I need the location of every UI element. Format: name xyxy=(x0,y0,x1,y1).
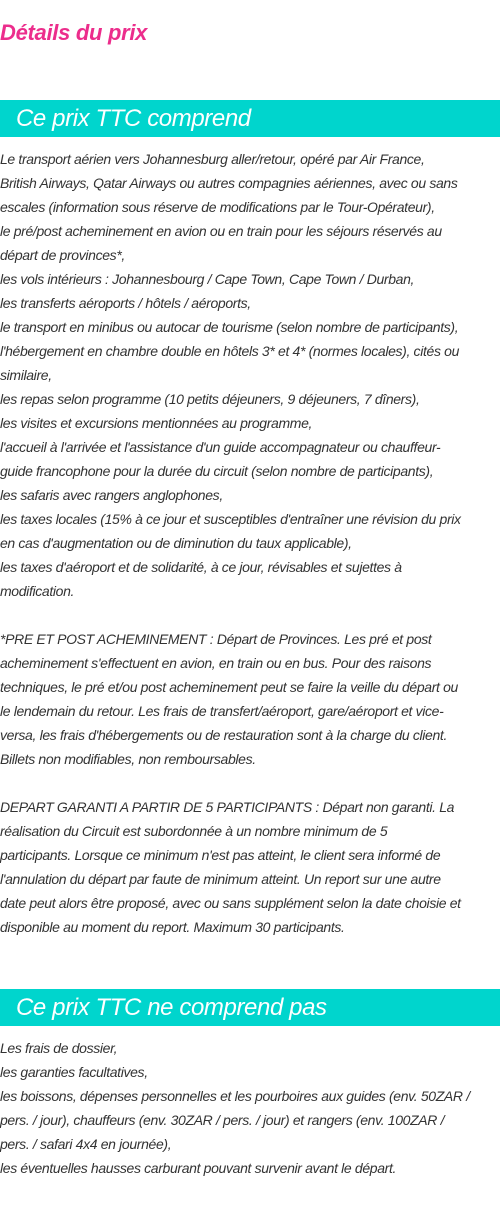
included-line: le pré/post acheminement en avion ou en train pour les séjours réservés au xyxy=(0,223,442,239)
note-line: date peut alors être proposé, avec ou sans supplément selon la date choisie et xyxy=(0,895,461,911)
excluded-line: les boissons, dépenses personnelles et les pourboires aux guides (env. 50ZAR / xyxy=(0,1088,470,1104)
included-line: les visites et excursions mentionnées au programme, xyxy=(0,415,313,431)
included-section-header: Ce prix TTC comprend xyxy=(0,100,500,137)
note-line: l'annulation du départ par faute de minimum atteint. Un report sur une autre xyxy=(0,871,441,887)
excluded-section-header: Ce prix TTC ne comprend pas xyxy=(0,989,500,1026)
page-title: Détails du prix xyxy=(0,20,148,45)
excluded-line: pers. / safari 4x4 en journée), xyxy=(0,1136,172,1152)
excluded-line: les garanties facultatives, xyxy=(0,1064,148,1080)
included-line: les transferts aéroports / hôtels / aéroports, xyxy=(0,295,251,311)
included-line: similaire, xyxy=(0,367,52,383)
note-line: participants. Lorsque ce minimum n'est pas atteint, le client sera informé de xyxy=(0,847,441,863)
included-line: l'hébergement en chambre double en hôtels 3* et 4* (normes locales), cités ou xyxy=(0,343,460,359)
included-line: British Airways, Qatar Airways ou autres compagnies aériennes, avec ou sans xyxy=(0,175,458,191)
note-line: le lendemain du retour. Les frais de transfert/aéroport, gare/aéroport et vice- xyxy=(0,703,444,719)
included-line: modification. xyxy=(0,583,75,599)
note-line: réalisation du Circuit est subordonnée à un nombre minimum de 5 xyxy=(0,823,388,839)
included-line: les taxes locales (15% à ce jour et susceptibles d'entraîner une révision du prix xyxy=(0,511,461,527)
included-line: départ de provinces*, xyxy=(0,247,125,263)
excluded-line: Les frais de dossier, xyxy=(0,1040,118,1056)
excluded-list xyxy=(0,1036,500,1180)
note-line: acheminement s'effectuent en avion, en train ou en bus. Pour des raisons xyxy=(0,655,432,671)
note-line: DEPART GARANTI A PARTIR DE 5 PARTICIPANTS : Départ non garanti. La xyxy=(0,799,455,815)
note-line: *PRE ET POST ACHEMINEMENT : Départ de Provinces. Les pré et post xyxy=(0,631,432,647)
included-line: les vols intérieurs : Johannesbourg / Cape Town, Cape Town / Durban, xyxy=(0,271,415,287)
pre-post-note xyxy=(0,627,500,771)
included-line: le transport en minibus ou autocar de tourisme (selon nombre de participants), xyxy=(0,319,459,335)
note-line: versa, les frais d'hébergements ou de restauration sont à la charge du client. xyxy=(0,727,447,743)
included-list xyxy=(0,147,500,603)
included-line: les repas selon programme (10 petits déjeuners, 9 déjeuners, 7 dîners), xyxy=(0,391,420,407)
guaranteed-departure-note xyxy=(0,795,500,939)
included-line: guide francophone pour la durée du circuit (selon nombre de participants), xyxy=(0,463,434,479)
included-line: en cas d'augmentation ou de diminution du taux applicable), xyxy=(0,535,352,551)
note-line: Billets non modifiables, non remboursables. xyxy=(0,751,256,767)
included-line: Le transport aérien vers Johannesburg aller/retour, opéré par Air France, xyxy=(0,151,425,167)
included-line: les taxes d'aéroport et de solidarité, à ce jour, révisables et sujettes à xyxy=(0,559,402,575)
note-line: techniques, le pré et/ou post acheminement peut se faire la veille du départ ou xyxy=(0,679,458,695)
included-line: l'accueil à l'arrivée et l'assistance d'un guide accompagnateur ou chauffeur- xyxy=(0,439,441,455)
excluded-line: les éventuelles hausses carburant pouvant survenir avant le départ. xyxy=(0,1160,397,1176)
included-line: escales (information sous réserve de modifications par le Tour-Opérateur), xyxy=(0,199,435,215)
note-line: disponible au moment du report. Maximum 30 participants. xyxy=(0,919,345,935)
included-line: les safaris avec rangers anglophones, xyxy=(0,487,223,503)
excluded-line: pers. / jour), chauffeurs (env. 30ZAR / pers. / jour) et rangers (env. 100ZAR / xyxy=(0,1112,445,1128)
